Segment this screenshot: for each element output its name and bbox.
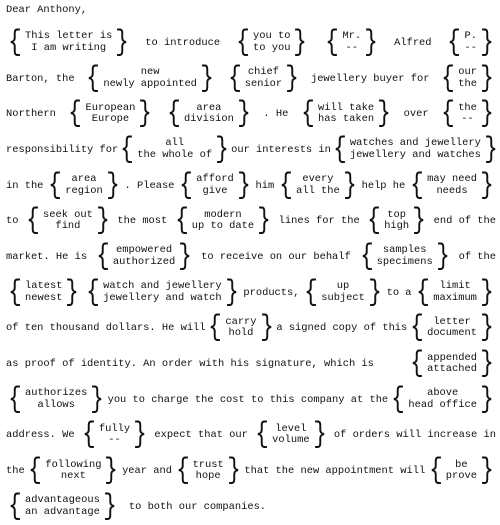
letter-text: over (403, 108, 429, 121)
word-choice-options (42, 210, 94, 233)
word-choice-group (118, 132, 231, 167)
left-brace-icon: { (179, 168, 194, 203)
word-choice-group (173, 204, 273, 239)
word-choice-options (445, 460, 478, 483)
left-brace-icon: { (96, 239, 110, 274)
left-brace-icon: { (391, 382, 406, 417)
right-brace-icon: } (312, 418, 327, 453)
word-choice-group (174, 454, 243, 489)
letter-text: in the (6, 179, 44, 192)
right-brace-icon: } (484, 132, 498, 167)
word-choice-options (349, 138, 482, 161)
word-choice-option: next (60, 470, 86, 483)
word-choice-group (445, 25, 496, 60)
word-choice-group (26, 454, 120, 489)
word-choice-option: up to date (191, 220, 255, 233)
word-choice-option: watches and jewellery (349, 137, 481, 150)
word-choice-option: division (183, 113, 234, 126)
word-choice-option: following (45, 458, 102, 471)
word-choice-option: attached (427, 363, 477, 376)
word-choice-option: the (458, 77, 477, 90)
right-brace-icon: } (105, 168, 120, 203)
word-choice-group (46, 168, 121, 203)
letter-text: market. He is (6, 250, 88, 263)
word-choice-option: authorized (112, 255, 176, 268)
letter-text: end of the (433, 215, 496, 228)
letter-line (6, 489, 496, 525)
left-brace-icon: { (82, 418, 96, 453)
right-brace-icon: } (138, 97, 153, 132)
word-choice-option: subject (321, 291, 365, 304)
word-choice-option: samples (382, 244, 427, 257)
left-brace-icon: { (86, 275, 100, 310)
left-brace-icon: { (441, 97, 455, 132)
word-choice-option: advantageous (25, 494, 100, 507)
letter-text: to both our companies. (128, 500, 267, 513)
word-choice-option: fully (98, 422, 131, 435)
word-choice-group (408, 347, 496, 382)
letter-line (6, 239, 496, 275)
word-choice-group (6, 382, 106, 417)
letter-line (6, 346, 496, 382)
word-choice-option: head office (408, 398, 477, 411)
left-brace-icon: { (359, 239, 374, 274)
word-choice-group (66, 97, 154, 132)
word-choice-option: be (455, 458, 468, 471)
right-brace-icon: } (90, 382, 105, 417)
right-brace-icon: } (364, 25, 378, 60)
letter-line (6, 203, 496, 239)
right-brace-icon: } (343, 168, 357, 203)
word-choice-options (383, 210, 410, 233)
word-choice-options (317, 103, 375, 126)
letter-text: . He (263, 108, 289, 121)
letter-line (6, 311, 496, 347)
right-brace-icon: } (224, 275, 239, 310)
letter-line (6, 96, 496, 132)
word-choice-group (299, 97, 393, 132)
word-choice-options (24, 388, 88, 411)
letter-text: year and (122, 465, 172, 478)
letter-text: help he (361, 179, 406, 192)
word-choice-group (6, 275, 81, 310)
left-brace-icon: { (86, 61, 101, 96)
letter-text: to introduce (145, 36, 221, 49)
letter-line (6, 418, 496, 454)
left-brace-icon: { (301, 97, 315, 132)
right-brace-icon: } (368, 275, 382, 310)
letter-text: of orders will increase in (333, 429, 496, 442)
letter-line (6, 275, 496, 311)
left-brace-icon: { (255, 418, 269, 453)
word-choice-option: -- (461, 113, 474, 126)
word-choice-options (195, 174, 234, 197)
left-brace-icon: { (120, 132, 135, 167)
word-choice-option: top (387, 208, 407, 221)
word-choice-options (426, 174, 478, 197)
right-brace-icon: } (236, 168, 251, 203)
left-brace-icon: { (227, 61, 242, 96)
word-choice-option: our (458, 66, 477, 79)
right-brace-icon: } (103, 489, 117, 524)
right-brace-icon: } (435, 239, 450, 274)
left-brace-icon: { (367, 204, 381, 239)
word-choice-option: seek out (42, 208, 93, 221)
word-choice-option: specimens (376, 255, 433, 268)
word-choice-option: newest (25, 291, 63, 304)
word-choice-options (98, 424, 131, 447)
salutation: Dear Anthony, (6, 4, 88, 16)
word-choice-options (271, 424, 310, 447)
word-choice-option: above (427, 387, 459, 400)
word-choice-option: an advantage (25, 505, 100, 518)
word-choice-options (102, 67, 198, 90)
word-choice-group (323, 25, 380, 60)
word-choice-group (427, 454, 496, 489)
word-choice-group (6, 25, 131, 60)
word-choice-options (24, 495, 101, 518)
word-choice-option: jewellery and watches (349, 148, 481, 161)
word-choice-group (206, 311, 275, 346)
word-choice-option: senior (244, 77, 283, 90)
word-choice-option: authorizes (25, 387, 88, 400)
word-choice-options (24, 31, 113, 54)
word-choice-group (439, 61, 496, 96)
letter-text: to a (386, 286, 412, 299)
word-choice-options (426, 317, 478, 340)
right-brace-icon: } (480, 311, 494, 346)
word-choice-options (407, 388, 478, 411)
right-brace-icon: } (480, 168, 494, 203)
word-choice-options (192, 460, 225, 483)
right-brace-icon: } (200, 61, 214, 96)
right-brace-icon: } (133, 418, 147, 453)
word-choice-options (426, 353, 478, 376)
left-brace-icon: { (8, 489, 22, 524)
word-choice-option: level (275, 422, 307, 435)
word-choice-option: up (336, 280, 350, 293)
word-choice-option: high (384, 220, 410, 233)
left-brace-icon: { (167, 97, 181, 132)
word-choice-group (389, 382, 496, 417)
word-choice-option: all (165, 137, 185, 150)
letter-line (6, 132, 496, 168)
word-choice-group (277, 168, 359, 203)
left-brace-icon: { (175, 204, 189, 239)
right-brace-icon: } (104, 454, 119, 489)
word-choice-options (191, 210, 255, 233)
word-choice-option: Mr. (342, 30, 362, 43)
word-choice-option: appended (427, 351, 477, 364)
letter-line (6, 168, 496, 204)
word-choice-option: volume (272, 434, 310, 447)
word-choice-options (224, 317, 257, 340)
right-brace-icon: } (257, 204, 271, 239)
word-choice-option: limit (439, 280, 471, 293)
right-brace-icon: } (227, 454, 241, 489)
letter-line (6, 61, 496, 97)
letter-text: Alfred (394, 36, 432, 49)
letter-text: of ten thousand dollars. He will (6, 322, 206, 335)
word-choice-option: hold (228, 327, 254, 340)
word-choice-option: all the (296, 184, 340, 197)
right-brace-icon: } (480, 275, 494, 310)
left-brace-icon: { (325, 25, 340, 60)
left-brace-icon: { (236, 25, 250, 60)
letter-text: of the (458, 250, 496, 263)
right-brace-icon: } (480, 97, 494, 132)
letter-text: him (255, 179, 275, 192)
right-brace-icon: } (480, 25, 494, 60)
word-choice-group (414, 275, 496, 310)
left-brace-icon: { (208, 311, 223, 346)
letter-text: the most (117, 215, 168, 228)
letter-text: as proof of identity. An order with his signature, which is (6, 358, 374, 371)
right-brace-icon: } (215, 132, 229, 167)
left-brace-icon: { (48, 168, 63, 203)
word-choice-group (253, 418, 328, 453)
letter-text: jewellery buyer for (310, 72, 430, 85)
letter-line (6, 25, 496, 61)
right-brace-icon: } (237, 97, 251, 132)
word-choice-option: may need (427, 173, 477, 186)
word-choice-group (234, 25, 309, 60)
word-choice-option: to you (253, 41, 291, 54)
letter-text: to receive on our behalf (201, 250, 351, 263)
word-choice-option: carry (225, 315, 257, 328)
letter-text: a signed copy of this (276, 322, 408, 335)
left-brace-icon: { (333, 132, 347, 167)
left-brace-icon: { (447, 25, 462, 60)
word-choice-option: -- (108, 434, 121, 447)
word-choice-group (365, 204, 428, 239)
word-choice-option: new (140, 66, 160, 79)
word-choice-options (376, 245, 434, 268)
letter-text: you to charge the cost to this company at the (107, 393, 389, 406)
right-brace-icon: } (480, 382, 494, 417)
left-brace-icon: { (8, 25, 22, 60)
left-brace-icon: { (410, 311, 424, 346)
letter-text: our interests in (231, 143, 331, 156)
left-brace-icon: { (304, 275, 318, 310)
right-brace-icon: } (285, 61, 299, 96)
word-choice-options (252, 31, 291, 54)
right-brace-icon: } (480, 347, 494, 382)
word-choice-options (457, 67, 478, 90)
word-choice-option: trust (192, 458, 224, 471)
word-choice-group (358, 239, 452, 274)
left-brace-icon: { (429, 454, 443, 489)
word-choice-option: This letter is (25, 30, 113, 43)
word-choice-option: chief (247, 66, 280, 79)
letter-line (6, 382, 496, 418)
word-choice-option: P. (464, 30, 477, 43)
word-choice-options (84, 103, 136, 126)
word-choice-group (177, 168, 252, 203)
word-choice-options (183, 103, 235, 126)
word-choice-option: find (55, 220, 81, 233)
word-choice-options (102, 281, 222, 304)
letter-text: products, (243, 286, 300, 299)
word-choice-options (244, 67, 283, 90)
word-choice-options (64, 174, 103, 197)
letter-line (6, 453, 496, 489)
word-choice-option: watch and jewellery (103, 280, 222, 293)
word-choice-options (457, 103, 478, 126)
word-choice-option: newly appointed (103, 77, 197, 90)
word-choice-option: you to (253, 30, 291, 43)
letter-text: that the new appointment will (244, 465, 426, 478)
left-brace-icon: { (279, 168, 293, 203)
word-choice-group (24, 204, 112, 239)
right-brace-icon: } (178, 239, 193, 274)
word-choice-option: region (65, 184, 103, 197)
word-choice-group (80, 418, 149, 453)
left-brace-icon: { (8, 275, 22, 310)
word-choice-options (432, 281, 478, 304)
word-choice-group (84, 275, 241, 310)
word-choice-option: allows (37, 398, 75, 411)
word-choice-options (295, 174, 341, 197)
word-choice-option: European (85, 101, 136, 114)
letter-text: the (6, 465, 25, 478)
right-brace-icon: } (293, 25, 308, 60)
word-choice-option: I am writing (31, 41, 107, 54)
word-choice-options (24, 281, 63, 304)
right-brace-icon: } (65, 275, 80, 310)
word-choice-options (136, 138, 213, 161)
word-choice-option: the (458, 101, 477, 114)
left-brace-icon: { (416, 275, 431, 310)
word-choice-option: area (196, 101, 222, 114)
word-choice-option: maximum (433, 291, 477, 304)
letter-text: Northern (6, 108, 56, 121)
letter-text: lines for the (278, 215, 360, 228)
left-brace-icon: { (28, 454, 43, 489)
word-choice-option: Europe (91, 113, 130, 126)
left-brace-icon: { (175, 454, 190, 489)
word-choice-option: hope (195, 470, 221, 483)
word-choice-group (408, 168, 496, 203)
word-choice-group (302, 275, 384, 310)
word-choice-option: needs (436, 184, 468, 197)
word-choice-option: modern (204, 208, 242, 221)
word-choice-option: every (302, 173, 334, 186)
word-choice-option: area (71, 173, 97, 186)
word-choice-options (320, 281, 366, 304)
right-brace-icon: } (377, 97, 391, 132)
word-choice-group (6, 489, 119, 524)
word-choice-group (94, 239, 194, 274)
word-choice-option: will take (317, 101, 375, 114)
word-choice-option: letter (433, 315, 471, 328)
word-choice-options (341, 31, 362, 54)
word-choice-options (463, 31, 477, 54)
letter-text: expect that our (154, 429, 248, 442)
word-choice-option: jewellery and watch (103, 291, 222, 304)
word-choice-option: latest (25, 280, 63, 293)
word-choice-option: has taken (317, 113, 375, 126)
left-brace-icon: { (410, 168, 424, 203)
word-choice-option: -- (464, 41, 477, 54)
letter-body (6, 25, 496, 525)
word-choice-option: -- (345, 41, 359, 54)
word-choice-group (84, 61, 216, 96)
word-choice-option: empowered (116, 244, 173, 257)
right-brace-icon: } (480, 61, 494, 96)
word-choice-group (165, 97, 253, 132)
right-brace-icon: } (96, 204, 110, 239)
word-choice-options (44, 460, 102, 483)
word-choice-group (408, 311, 496, 346)
letter-text: address. We (6, 429, 75, 442)
word-choice-group (439, 97, 496, 132)
word-choice-option: give (202, 184, 228, 197)
letter-text: to (6, 215, 19, 228)
right-brace-icon: } (412, 204, 426, 239)
word-choice-group (226, 61, 301, 96)
left-brace-icon: { (26, 204, 40, 239)
word-choice-option: afford (196, 173, 234, 186)
left-brace-icon: { (410, 347, 424, 382)
word-choice-group (331, 132, 500, 167)
left-brace-icon: { (8, 382, 22, 417)
word-choice-option: document (427, 327, 477, 340)
left-brace-icon: { (68, 97, 83, 132)
word-choice-options (112, 245, 176, 268)
letter-text: responsibility for (6, 143, 119, 156)
right-brace-icon: } (115, 25, 130, 60)
left-brace-icon: { (441, 61, 455, 96)
letter-text: Barton, the (6, 72, 75, 85)
right-brace-icon: } (480, 454, 494, 489)
right-brace-icon: } (259, 311, 274, 346)
word-choice-option: prove (445, 470, 477, 483)
letter-text: . Please (124, 179, 175, 192)
word-choice-option: the whole of (137, 148, 213, 161)
